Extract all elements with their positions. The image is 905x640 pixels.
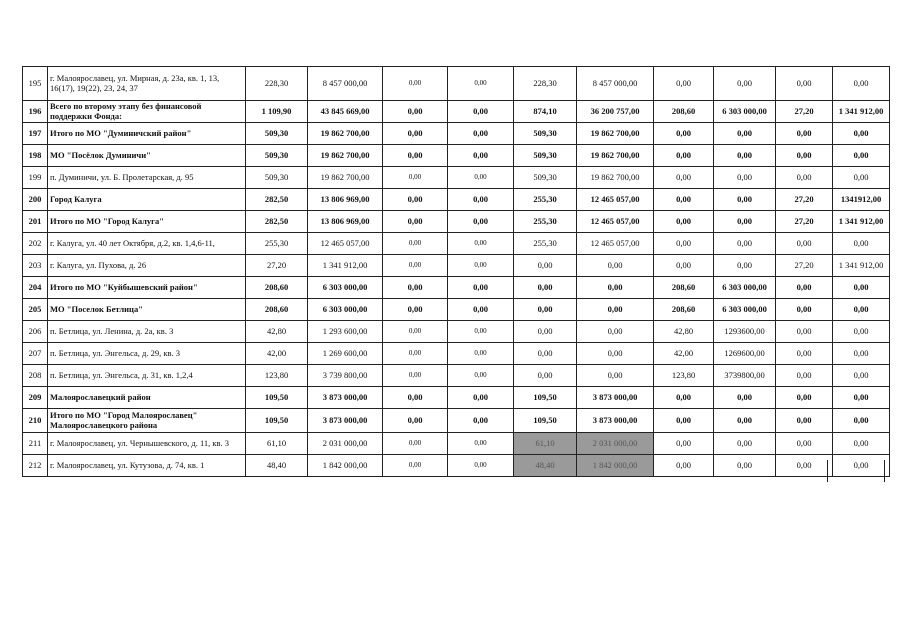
value-cell: 8 457 000,00 [308,67,383,101]
value-cell: 0,00 [448,409,514,433]
value-cell: 3 873 000,00 [577,387,654,409]
value-cell: 0,00 [448,167,514,189]
value-cell: 0,00 [833,343,890,365]
value-cell: 0,00 [833,145,890,167]
address-cell: Малоярославецкий район [48,387,246,409]
value-cell: 0,00 [714,387,776,409]
address-cell: п. Бетлица, ул. Ленина, д. 2а, кв. 3 [48,321,246,343]
value-cell: 0,00 [714,145,776,167]
value-cell: 19 862 700,00 [577,167,654,189]
value-cell: 19 862 700,00 [308,167,383,189]
value-cell: 0,00 [833,67,890,101]
row-number: 202 [23,233,48,255]
row-number: 201 [23,211,48,233]
row-number: 212 [23,455,48,477]
value-cell: 42,00 [246,343,308,365]
value-cell: 0,00 [448,101,514,123]
value-cell: 0,00 [577,365,654,387]
value-cell: 0,00 [654,387,714,409]
value-cell: 0,00 [514,343,577,365]
value-cell: 0,00 [833,409,890,433]
value-cell: 0,00 [833,455,890,477]
value-cell: 43 845 669,00 [308,101,383,123]
value-cell: 0,00 [776,67,833,101]
value-cell: 0,00 [448,123,514,145]
value-cell: 1341912,00 [833,189,890,211]
value-cell: 12 465 057,00 [577,189,654,211]
address-cell: г. Калуга, ул. Пухова, д. 26 [48,255,246,277]
value-cell: 0,00 [448,299,514,321]
address-cell: Итого по МО "Куйбышевский район" [48,277,246,299]
table-row [23,189,890,211]
row-number: 207 [23,343,48,365]
value-cell: 0,00 [383,101,448,123]
table-row [23,255,890,277]
row-number: 198 [23,145,48,167]
value-cell: 0,00 [654,167,714,189]
address-cell: Итого по МО "Город Малоярославец" Малоярославецкого района [48,409,246,433]
value-cell: 282,50 [246,189,308,211]
value-cell: 208,60 [246,277,308,299]
value-cell: 0,00 [833,123,890,145]
value-cell: 1293600,00 [714,321,776,343]
value-cell: 48,40 [514,455,577,477]
value-cell: 0,00 [654,255,714,277]
address-cell: Всего по второму этапу без финансовой поддержки Фонда: [48,101,246,123]
table-row [23,365,890,387]
data-table-container [22,66,890,477]
value-cell: 0,00 [448,277,514,299]
address-cell: МО "Посёлок Думиничи" [48,145,246,167]
row-number: 197 [23,123,48,145]
value-cell: 0,00 [776,387,833,409]
value-cell: 0,00 [514,321,577,343]
value-cell: 0,00 [833,233,890,255]
row-number: 210 [23,409,48,433]
value-cell: 0,00 [383,433,448,455]
value-cell: 61,10 [246,433,308,455]
value-cell: 0,00 [448,343,514,365]
value-cell: 0,00 [833,167,890,189]
address-cell: МО "Поселок Бетлица" [48,299,246,321]
value-cell: 208,60 [654,299,714,321]
value-cell: 109,50 [246,387,308,409]
address-cell: г. Малоярославец, ул. Чернышевского, д. 11, кв. 3 [48,433,246,455]
value-cell: 0,00 [448,433,514,455]
value-cell: 0,00 [714,433,776,455]
row-number: 208 [23,365,48,387]
row-number: 203 [23,255,48,277]
value-cell: 1 842 000,00 [308,455,383,477]
value-cell: 0,00 [448,255,514,277]
value-cell: 0,00 [833,387,890,409]
value-cell: 0,00 [654,67,714,101]
value-cell: 0,00 [448,233,514,255]
value-cell: 1 842 000,00 [577,455,654,477]
value-cell: 0,00 [776,343,833,365]
value-cell: 0,00 [654,189,714,211]
value-cell: 0,00 [833,321,890,343]
value-cell: 0,00 [383,409,448,433]
row-number: 195 [23,67,48,101]
value-cell: 27,20 [776,255,833,277]
value-cell: 0,00 [577,343,654,365]
table-body [23,67,890,477]
table-row [23,299,890,321]
value-cell: 509,30 [246,145,308,167]
table-row [23,387,890,409]
value-cell: 255,30 [514,211,577,233]
value-cell: 0,00 [776,433,833,455]
value-cell: 0,00 [577,277,654,299]
value-cell: 8 457 000,00 [577,67,654,101]
value-cell: 19 862 700,00 [577,145,654,167]
value-cell: 0,00 [714,255,776,277]
value-cell: 509,30 [514,123,577,145]
address-cell: Город Калуга [48,189,246,211]
value-cell: 0,00 [383,299,448,321]
value-cell: 0,00 [776,123,833,145]
value-cell: 123,80 [654,365,714,387]
value-cell: 0,00 [714,189,776,211]
address-cell: Итого по МО "Город Калуга" [48,211,246,233]
address-cell: п. Бетлица, ул. Энгельса, д. 29, кв. 3 [48,343,246,365]
value-cell: 0,00 [448,387,514,409]
value-cell: 3739800,00 [714,365,776,387]
value-cell: 0,00 [776,277,833,299]
value-cell: 42,80 [654,321,714,343]
value-cell: 0,00 [383,255,448,277]
value-cell: 1269600,00 [714,343,776,365]
value-cell: 0,00 [776,365,833,387]
value-cell: 0,00 [448,145,514,167]
value-cell: 19 862 700,00 [308,123,383,145]
value-cell: 36 200 757,00 [577,101,654,123]
value-cell: 19 862 700,00 [308,145,383,167]
address-cell: п. Думиничи, ул. Б. Пролетарская, д. 95 [48,167,246,189]
table-row [23,211,890,233]
value-cell: 2 031 000,00 [577,433,654,455]
value-cell: 0,00 [833,299,890,321]
value-cell: 0,00 [383,321,448,343]
value-cell: 208,60 [654,101,714,123]
value-cell: 2 031 000,00 [308,433,383,455]
value-cell: 255,30 [246,233,308,255]
value-cell: 0,00 [383,343,448,365]
value-cell: 0,00 [448,67,514,101]
value-cell: 0,00 [577,255,654,277]
value-cell: 3 739 800,00 [308,365,383,387]
table-row [23,277,890,299]
address-cell: Итого по МО "Думиничский район" [48,123,246,145]
value-cell: 42,00 [654,343,714,365]
value-cell: 228,30 [246,67,308,101]
value-cell: 3 873 000,00 [308,409,383,433]
value-cell: 1 293 600,00 [308,321,383,343]
value-cell: 0,00 [776,299,833,321]
value-cell: 27,20 [776,189,833,211]
value-cell: 0,00 [714,409,776,433]
value-cell: 12 465 057,00 [577,211,654,233]
value-cell: 0,00 [448,455,514,477]
value-cell: 1 341 912,00 [833,255,890,277]
value-cell: 282,50 [246,211,308,233]
value-cell: 0,00 [383,123,448,145]
value-cell: 0,00 [776,455,833,477]
value-cell: 1 341 912,00 [308,255,383,277]
value-cell: 6 303 000,00 [714,101,776,123]
value-cell: 0,00 [714,233,776,255]
table-row [23,321,890,343]
value-cell: 0,00 [776,409,833,433]
table-row [23,67,890,101]
value-cell: 0,00 [776,145,833,167]
address-cell: г. Калуга, ул. 40 лет Октября, д.2, кв. 1,4,6-11, [48,233,246,255]
table-row [23,409,890,433]
value-cell: 27,20 [776,101,833,123]
value-cell: 0,00 [714,211,776,233]
address-cell: г. Малоярославец, ул. Кутузова, д. 74, кв. 1 [48,455,246,477]
value-cell: 6 303 000,00 [714,299,776,321]
value-cell: 0,00 [448,211,514,233]
value-cell: 6 303 000,00 [714,277,776,299]
value-cell: 0,00 [448,365,514,387]
table-border-line [884,460,885,482]
value-cell: 0,00 [514,277,577,299]
value-cell: 0,00 [654,433,714,455]
value-cell: 6 303 000,00 [308,277,383,299]
value-cell: 255,30 [514,233,577,255]
value-cell: 27,20 [776,211,833,233]
value-cell: 0,00 [383,211,448,233]
value-cell: 13 806 969,00 [308,189,383,211]
value-cell: 48,40 [246,455,308,477]
value-cell: 0,00 [654,123,714,145]
value-cell: 0,00 [654,145,714,167]
value-cell: 509,30 [246,167,308,189]
value-cell: 509,30 [246,123,308,145]
table-row [23,167,890,189]
value-cell: 255,30 [514,189,577,211]
value-cell: 0,00 [383,189,448,211]
value-cell: 208,60 [654,277,714,299]
value-cell: 0,00 [654,233,714,255]
value-cell: 0,00 [654,211,714,233]
value-cell: 0,00 [383,167,448,189]
value-cell: 123,80 [246,365,308,387]
table-row [23,455,890,477]
value-cell: 0,00 [833,433,890,455]
table-row [23,145,890,167]
value-cell: 1 109,90 [246,101,308,123]
row-number: 200 [23,189,48,211]
value-cell: 3 873 000,00 [577,409,654,433]
value-cell: 0,00 [514,299,577,321]
value-cell: 0,00 [383,455,448,477]
value-cell: 109,50 [246,409,308,433]
value-cell: 0,00 [776,233,833,255]
value-cell: 208,60 [246,299,308,321]
value-cell: 27,20 [246,255,308,277]
value-cell: 109,50 [514,387,577,409]
address-cell: г. Малоярославец, ул. Мирная, д. 23а, кв. 1, 13, 16(17), 19(22), 23, 24, 37 [48,67,246,101]
value-cell: 228,30 [514,67,577,101]
value-cell: 0,00 [514,365,577,387]
value-cell: 0,00 [514,255,577,277]
value-cell: 0,00 [654,455,714,477]
value-cell: 0,00 [776,167,833,189]
value-cell: 3 873 000,00 [308,387,383,409]
value-cell: 0,00 [383,387,448,409]
value-cell: 1 341 912,00 [833,211,890,233]
value-cell: 0,00 [448,321,514,343]
table-border-line [827,460,828,482]
value-cell: 19 862 700,00 [577,123,654,145]
address-cell: п. Бетлица, ул. Энгельса, д. 31, кв. 1,2,4 [48,365,246,387]
value-cell: 0,00 [833,277,890,299]
row-number: 209 [23,387,48,409]
table-row [23,101,890,123]
row-number: 204 [23,277,48,299]
value-cell: 0,00 [577,321,654,343]
row-number: 199 [23,167,48,189]
value-cell: 0,00 [714,455,776,477]
row-number: 205 [23,299,48,321]
value-cell: 6 303 000,00 [308,299,383,321]
row-number: 206 [23,321,48,343]
value-cell: 0,00 [714,67,776,101]
row-number: 196 [23,101,48,123]
value-cell: 0,00 [383,365,448,387]
value-cell: 12 465 057,00 [308,233,383,255]
value-cell: 0,00 [383,233,448,255]
value-cell: 0,00 [833,365,890,387]
row-number: 211 [23,433,48,455]
value-cell: 61,10 [514,433,577,455]
value-cell: 12 465 057,00 [577,233,654,255]
housing-program-table [22,66,890,477]
table-row [23,123,890,145]
value-cell: 0,00 [714,167,776,189]
value-cell: 42,80 [246,321,308,343]
value-cell: 0,00 [654,409,714,433]
value-cell: 1 269 600,00 [308,343,383,365]
table-row [23,433,890,455]
value-cell: 0,00 [448,189,514,211]
value-cell: 0,00 [714,123,776,145]
value-cell: 13 806 969,00 [308,211,383,233]
table-row [23,343,890,365]
value-cell: 0,00 [577,299,654,321]
value-cell: 0,00 [383,67,448,101]
value-cell: 874,10 [514,101,577,123]
value-cell: 1 341 912,00 [833,101,890,123]
value-cell: 109,50 [514,409,577,433]
value-cell: 509,30 [514,167,577,189]
value-cell: 509,30 [514,145,577,167]
value-cell: 0,00 [383,277,448,299]
value-cell: 0,00 [383,145,448,167]
table-row [23,233,890,255]
value-cell: 0,00 [776,321,833,343]
